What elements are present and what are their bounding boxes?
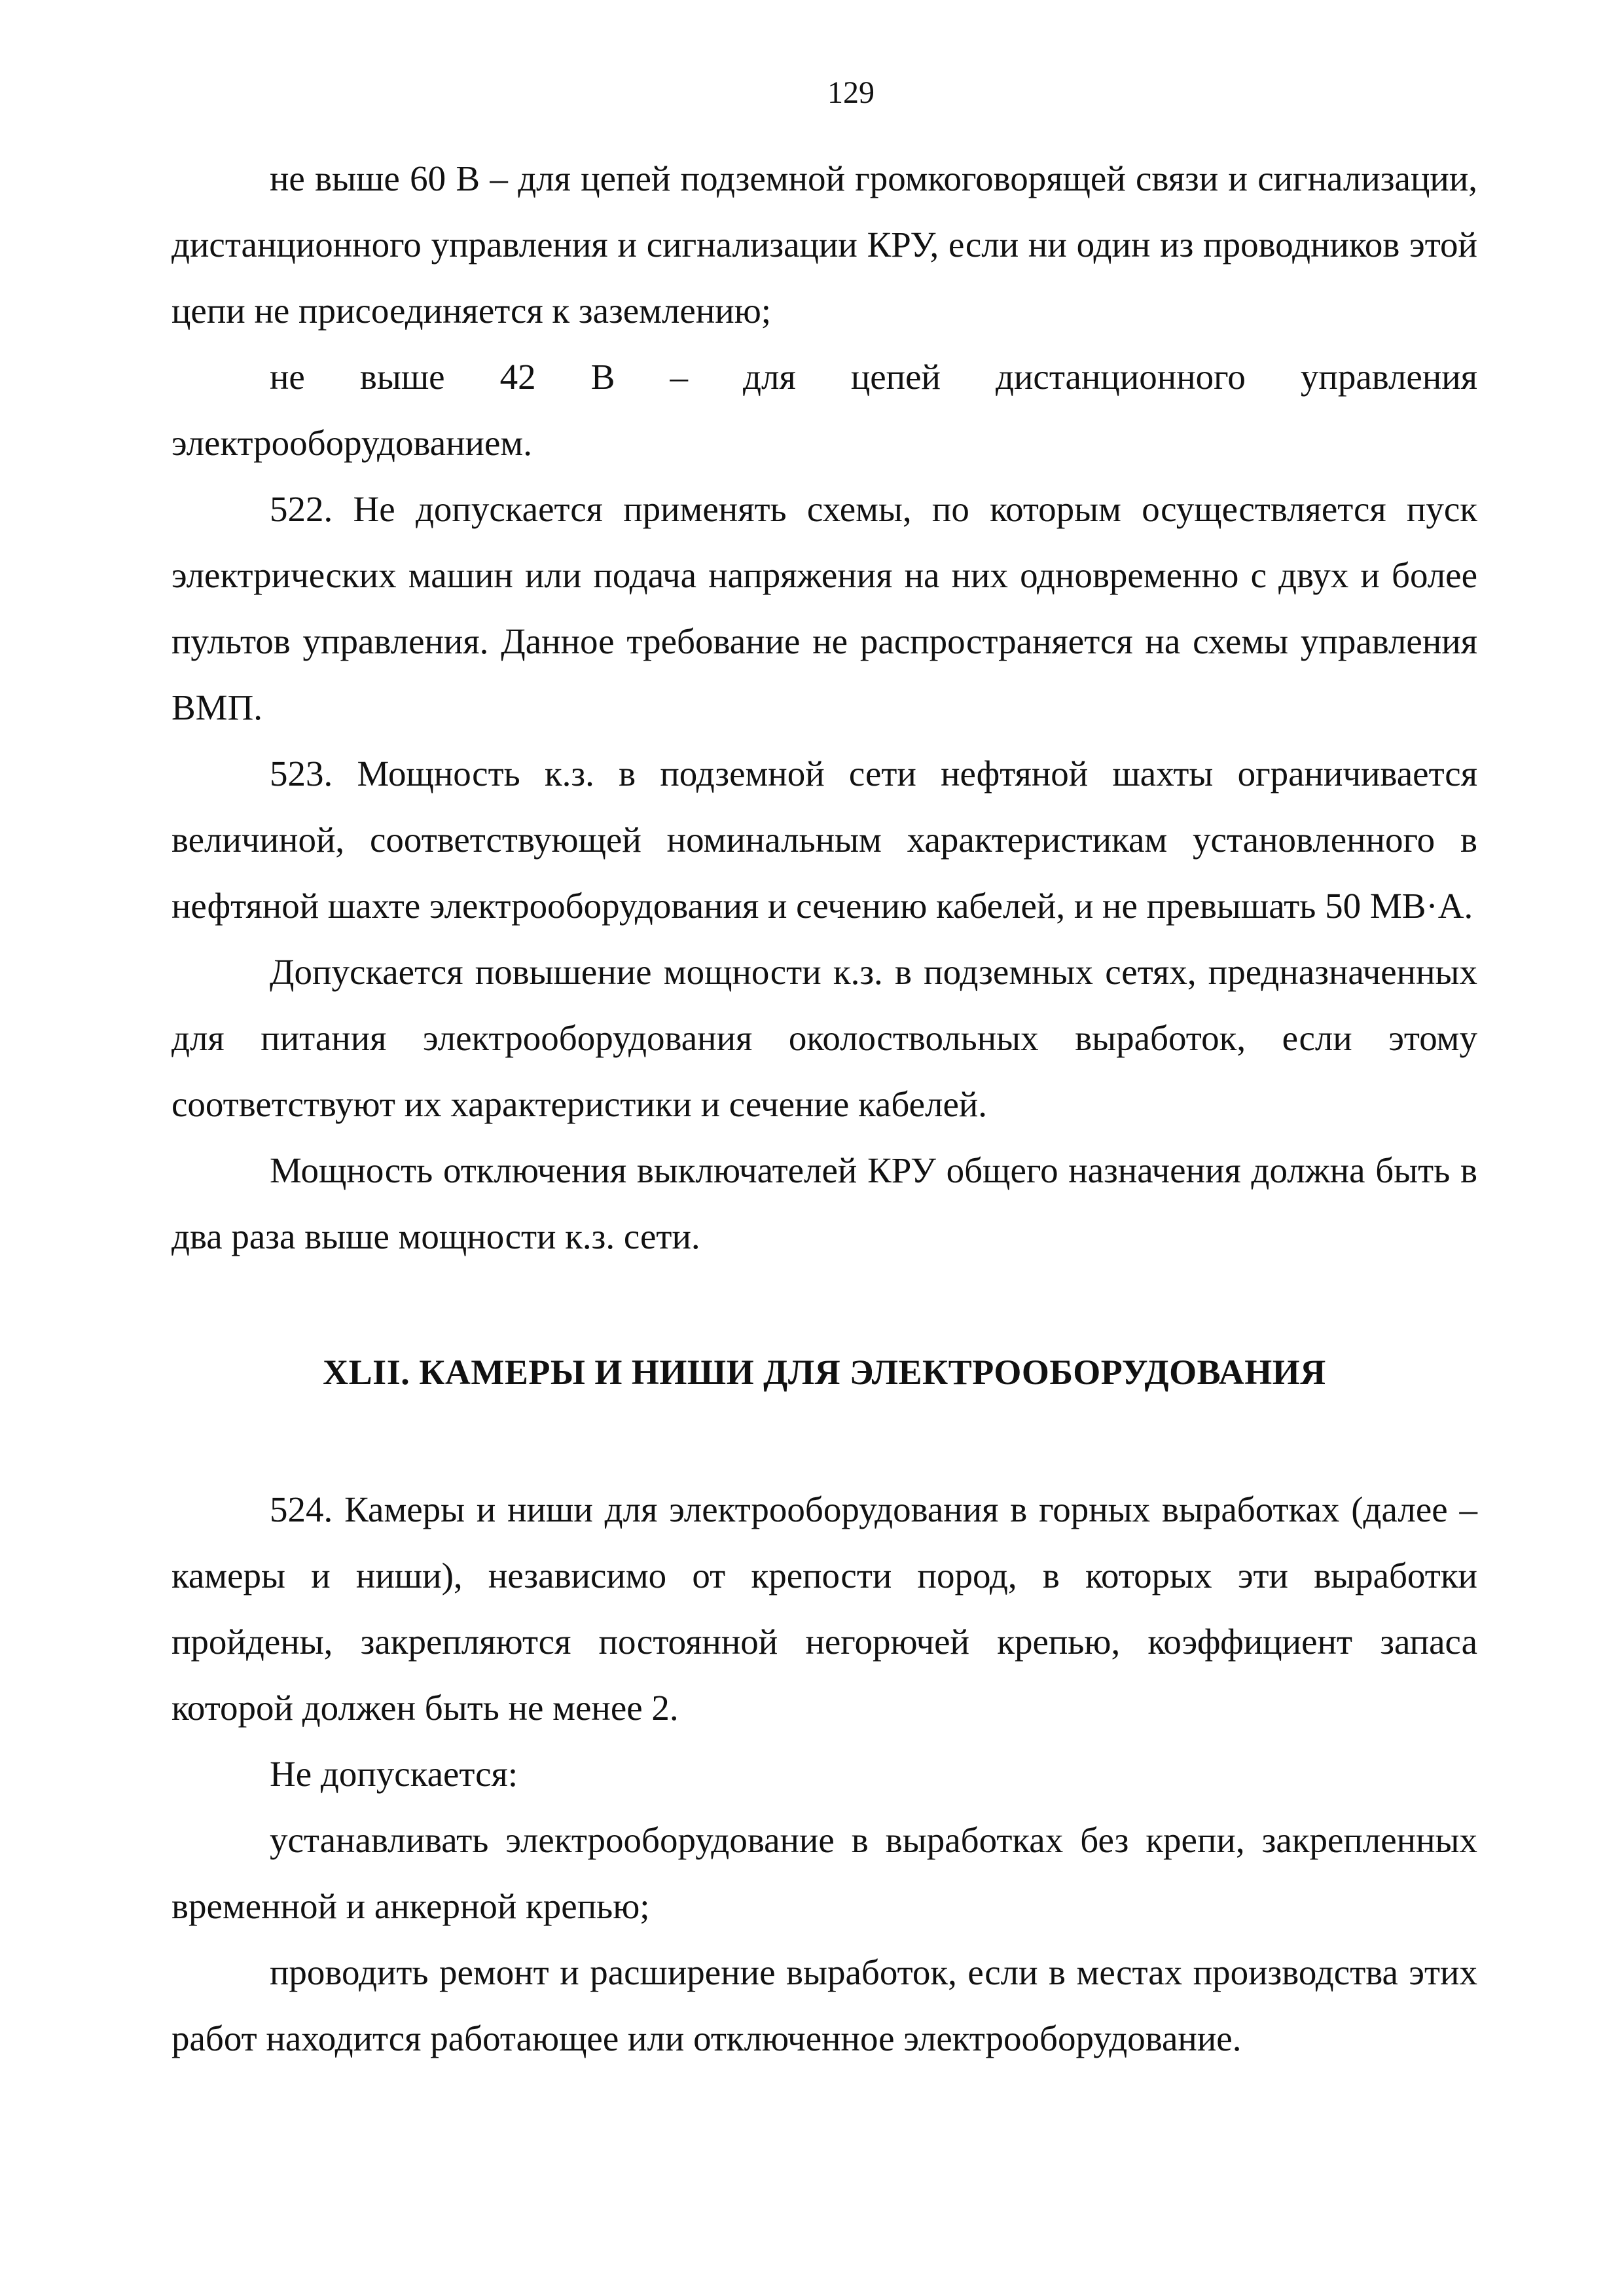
paragraph-voltage-42v: не выше 42 В – для цепей дистанционного управления электрооборудованием.: [171, 357, 1477, 463]
paragraph-repair-restriction: проводить ремонт и расширение выработок, если в местах производства этих работ находится работающее или отключенное электрооборудование.: [171, 1952, 1477, 2058]
paragraph-522: 522. Не допускается применять схемы, по которым осуществляется пуск электрических машин или подача напряжения на них одновременно с двух и более пультов управления. Данное требование не распространяется на схемы управления ВМП.: [171, 489, 1477, 727]
paragraph-523: 523. Мощность к.з. в подземной сети нефтяной шахты ограничивается величиной, соответствующей номинальным характеристикам установленного в нефтяной шахте электрооборудования и сечению кабелей, и не превышать 50 МВ·А.: [171, 754, 1477, 926]
section-heading: XLII. КАМЕРЫ И НИШИ ДЛЯ ЭЛЕКТРООБОРУДОВАНИЯ: [323, 1353, 1326, 1392]
paragraph-not-allowed: Не допускается:: [270, 1754, 518, 1794]
paragraph-power-increase: Допускается повышение мощности к.з. в подземных сетях, предназначенных для питания электрооборудования околоствольных выработок, если этому соответствуют их характеристики и сечение кабелей.: [171, 952, 1477, 1124]
document-body: [171, 145, 1477, 2071]
paragraph-install-restriction: устанавливать электрооборудование в выработках без крепи, закрепленных временной и анкерной крепью;: [171, 1820, 1477, 1926]
paragraph-524: 524. Камеры и ниши для электрооборудования в горных выработках (далее – камеры и ниши), независимо от крепости пород, в которых эти выработки пройдены, закрепляются постоянной негорючей крепью, коэффициент запаса которой должен быть не менее 2.: [171, 1489, 1477, 1728]
page-number: 129: [827, 75, 875, 110]
paragraph-voltage-60v: не выше 60 В – для цепей подземной громкоговорящей связи и сигнализации, дистанционного управления и сигнализации КРУ, если ни один из проводников этой цепи не присоединяется к заземлению;: [171, 158, 1477, 331]
paragraph-breaker-capacity: Мощность отключения выключателей КРУ общего назначения должна быть в два раза выше мощности к.з. сети.: [171, 1150, 1477, 1256]
